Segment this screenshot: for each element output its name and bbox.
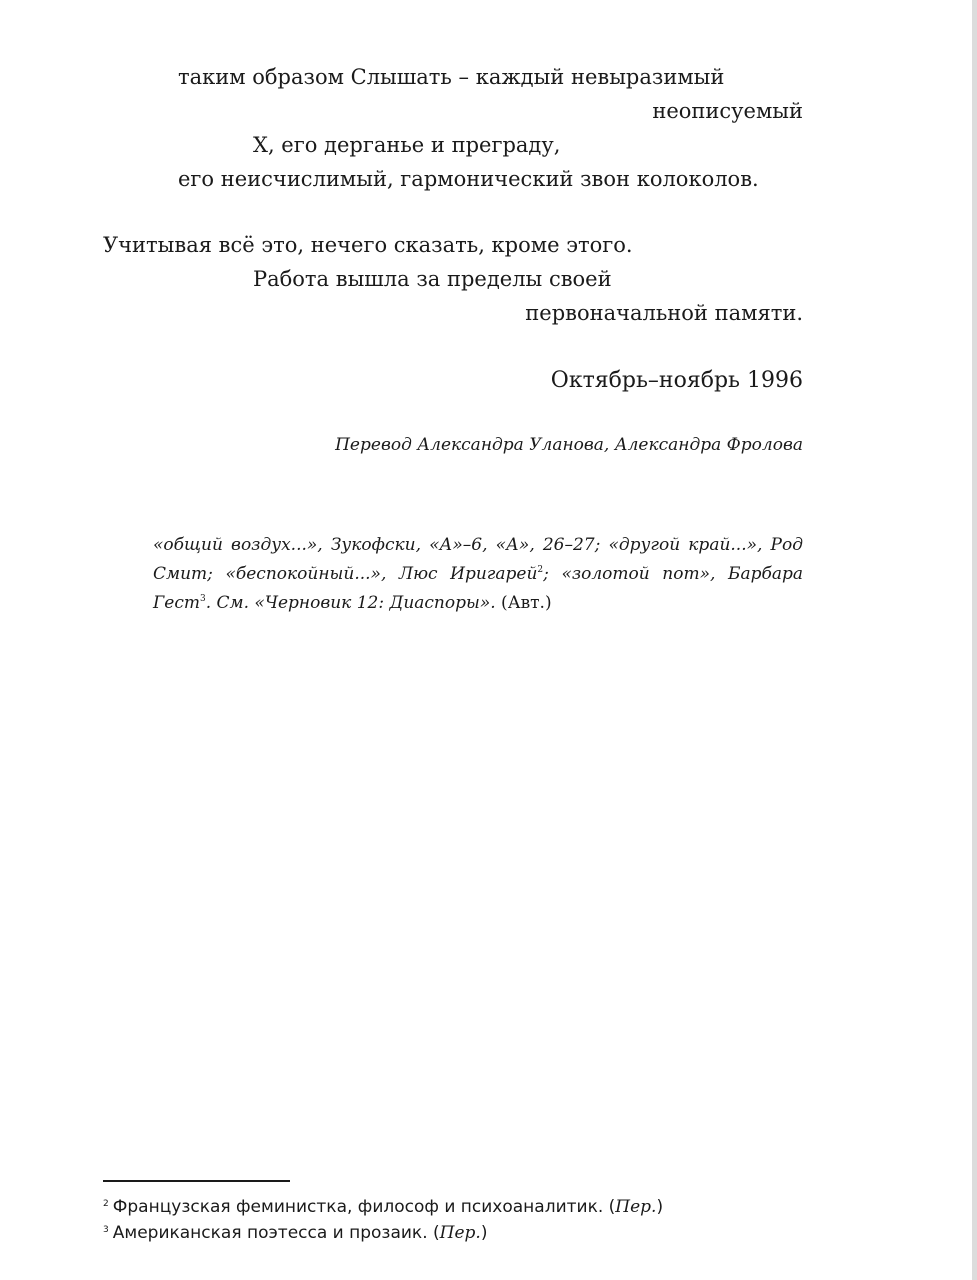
- poem-line: первоначальной памяти.: [525, 301, 803, 325]
- author-note-tag: (Авт.): [495, 593, 552, 613]
- footnote-number: 2: [103, 1199, 109, 1209]
- footnote-ref: 3: [199, 594, 206, 604]
- poem-line: его неисчислимый, гармонический звон колоколов.: [178, 167, 759, 191]
- poem-line: Работа вышла за пределы своей: [253, 267, 612, 291]
- footnote-italic: Пер.: [615, 1197, 657, 1217]
- author-note: [153, 533, 803, 616]
- poem-line: Учитывая всё это, нечего сказать, кроме этого.: [103, 233, 633, 257]
- footnote-italic: Пер.: [439, 1223, 481, 1243]
- poem-line: неописуемый: [652, 99, 803, 123]
- date-line: Октябрь–ноябрь 1996: [550, 368, 803, 393]
- page-edge: [972, 0, 977, 1280]
- footnote-number: 3: [103, 1225, 109, 1235]
- footnote-divider: [103, 1180, 290, 1182]
- poem-line: Х, его дерганье и преграду,: [253, 133, 561, 157]
- footnote-text: Французская феминистка, философ и психоаналитик. (: [112, 1197, 616, 1217]
- footnote: [103, 1218, 487, 1245]
- poem-line: таким образом Слышать – каждый невыразимый: [178, 65, 725, 89]
- author-note-text: ; «золотой пот», Барбара Гест: [153, 564, 803, 613]
- translators-credit: Перевод Александра Уланова, Александра Фролова: [335, 435, 803, 455]
- author-note-text: «общий воздух...», Зукофски, «А»–6, «А», 26–27; «другой край...», Род Смит; «беспокойный...», Люс Иригарей: [153, 535, 803, 584]
- author-note-text: . См. «Черновик 12: Диаспоры».: [205, 593, 496, 613]
- footnote: [103, 1192, 663, 1219]
- footnote-ref: 2: [537, 565, 544, 575]
- footnote-text: Американская поэтесса и прозаик. (: [112, 1223, 440, 1243]
- footnote-close: ): [656, 1197, 664, 1217]
- footnote-close: ): [480, 1223, 488, 1243]
